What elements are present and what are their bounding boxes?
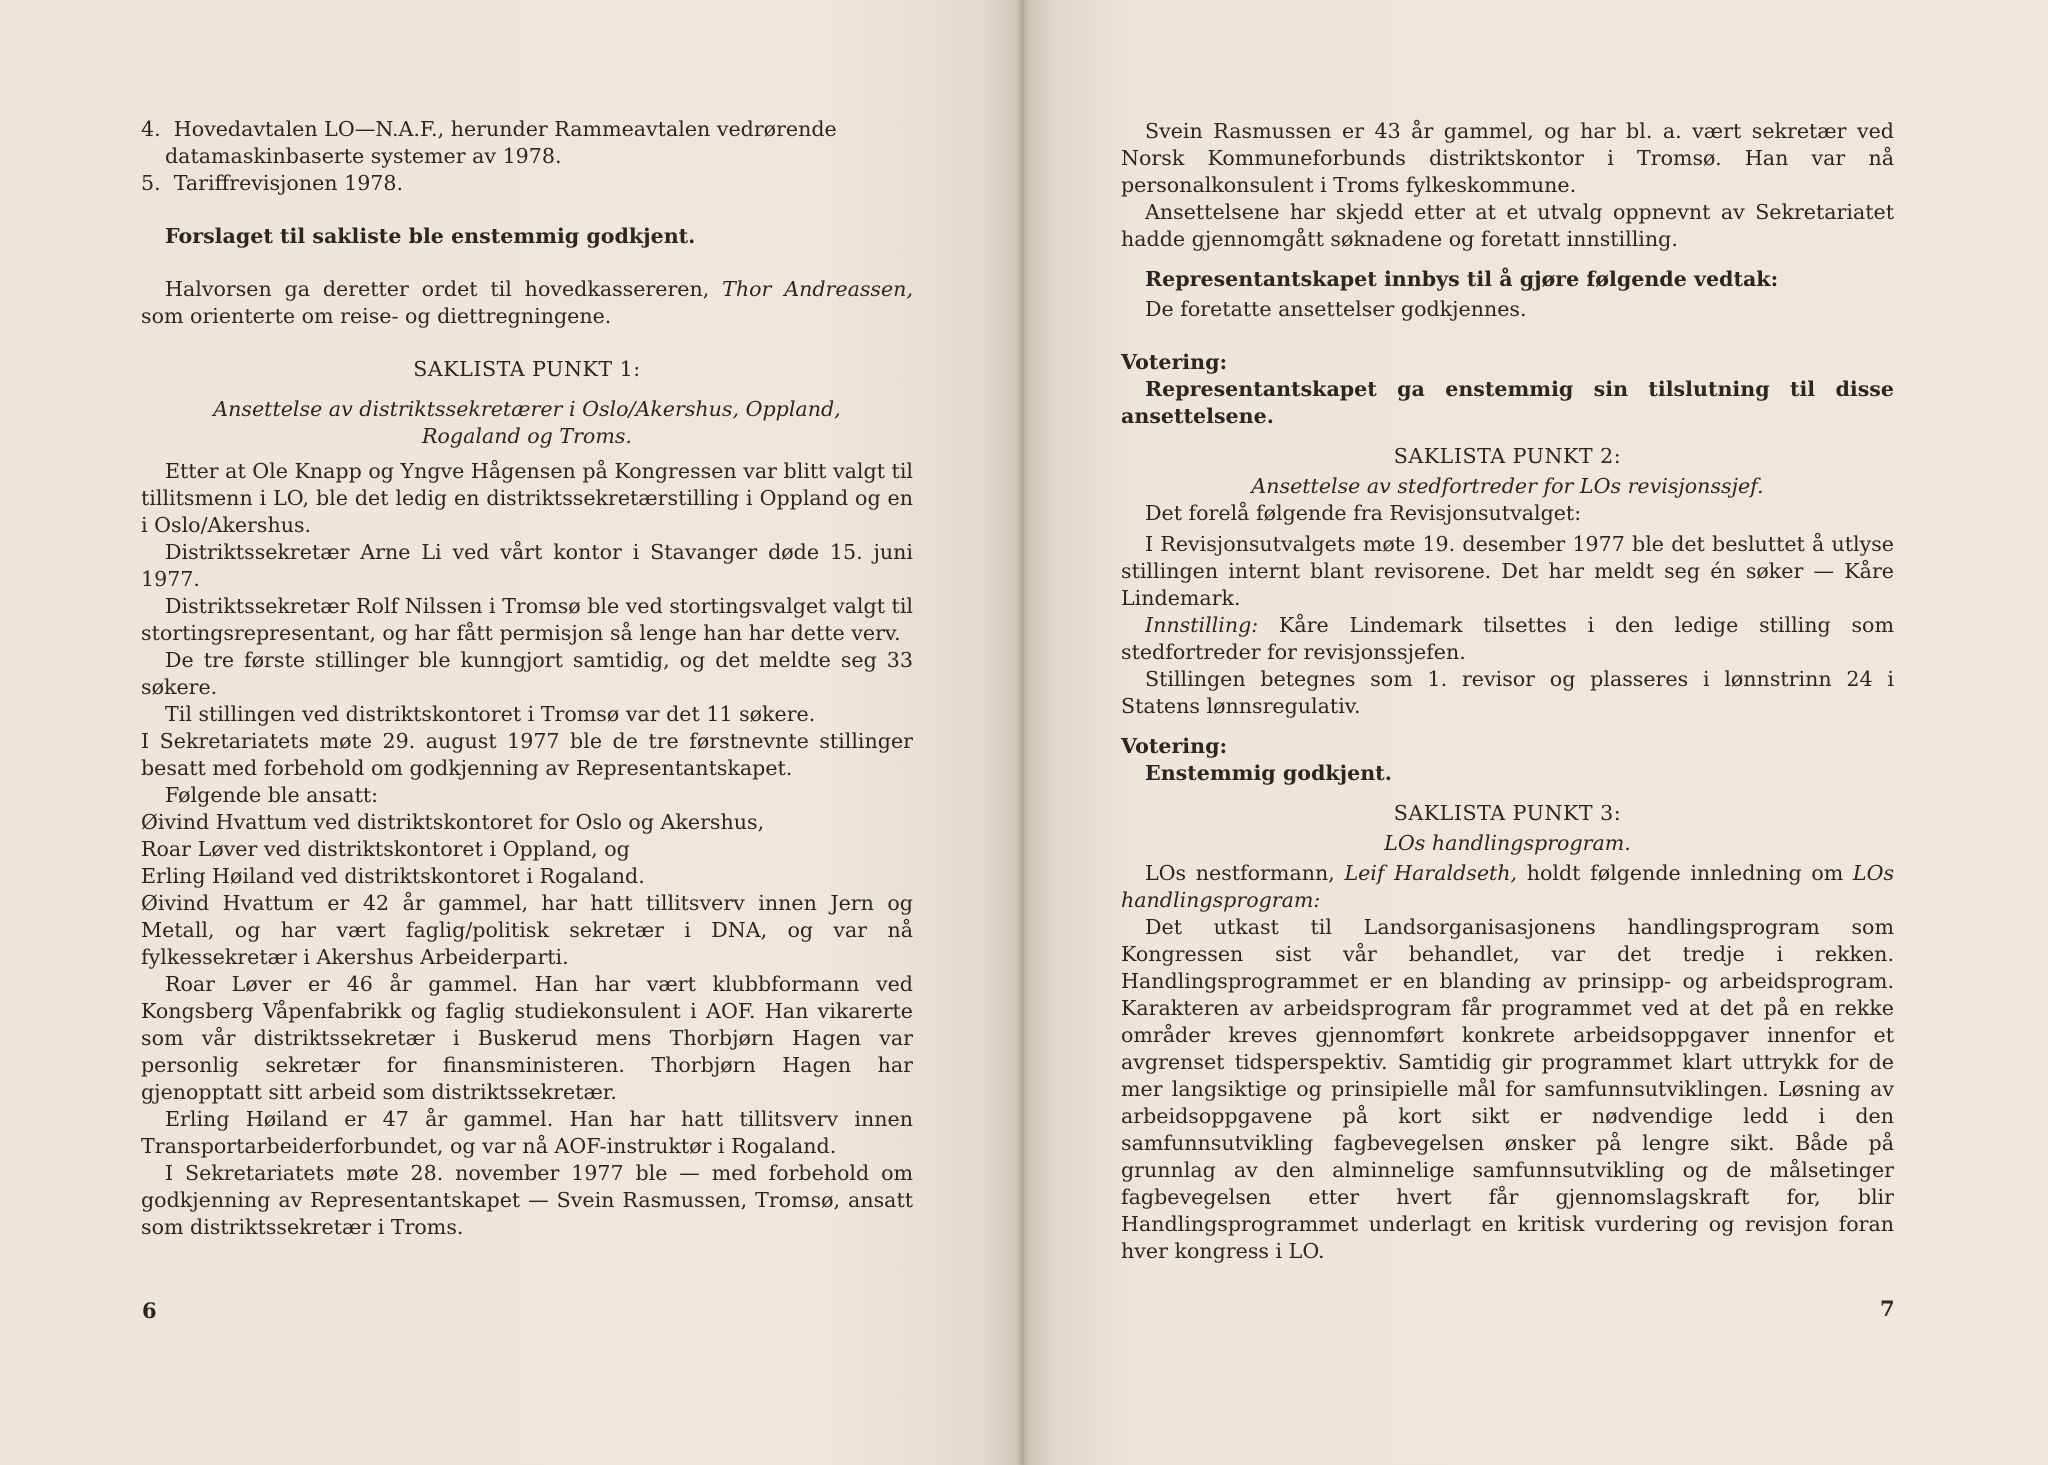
paragraph: Roar Løver ved distriktskontoret i Oppland, og: [141, 837, 630, 861]
resolution-heading: Representantskapet innbys til å gjøre følgende vedtak:: [1145, 267, 1779, 291]
page-number-right: 7: [1880, 1296, 1895, 1321]
paragraph: Øivind Hvattum ved distriktskontoret for Oslo og Akershus,: [141, 810, 765, 834]
paragraph: Erling Høiland ved distriktskontoret i Rogaland.: [141, 864, 645, 888]
list-item: 5. Tariffrevisjonen 1978.: [141, 171, 404, 195]
agenda-approved: Forslaget til sakliste ble enstemmig godkjent.: [165, 224, 696, 248]
section-subheading: Ansettelse av distriktssekretærer i Oslo/Akershus, Oppland,: [213, 397, 841, 421]
page-number-left: 6: [142, 1298, 157, 1323]
section-heading: SAKLISTA PUNKT 3:: [1393, 801, 1622, 825]
paragraph-innstilling: Innstilling: Kåre Lindemark tilsettes i den ledige stilling som stedfortreder for revisjonssjefen.: [1121, 613, 1894, 664]
paragraph: Roar Løver er 46 år gammel. Han har vært klubbformann ved Kongsberg Våpenfabrikk og faglig studiekonsulent i AOF. Han vikarerte som vår distriktssekretær i Buskerud mens Thorbjørn Hagen var personlig sekretær for finansministeren. Thorbjørn Hagen har gjenopptatt sitt arbeid som distriktssekretær.: [141, 972, 913, 1104]
agenda-list: [141, 116, 913, 197]
paragraph: Stillingen betegnes som 1. revisor og plasseres i lønnstrinn 24 i Statens lønnsregulativ.: [1121, 667, 1894, 718]
voting-result: Enstemmig godkjent.: [1145, 761, 1392, 785]
paragraph: Øivind Hvattum er 42 år gammel, har hatt tillitsverv innen Jern og Metall, og har vært faglig/politisk sekretær i DNA, og var nå fylkessekretær i Akershus Arbeiderparti.: [141, 891, 913, 969]
paragraph: I Sekretariatets møte 29. august 1977 ble de tre førstnevnte stillinger besatt med forbehold om godkjenning av Representantskapet.: [141, 729, 913, 780]
paragraph: Etter at Ole Knapp og Yngve Hågensen på Kongressen var blitt valgt til tillitsmenn i LO, ble det ledig en distriktssekretærstilling i Oppland og en i Oslo/Akershus.: [141, 459, 913, 537]
person-name: Leif Haraldseth,: [1344, 861, 1518, 885]
list-item: datamaskinbaserte systemer av 1978.: [165, 144, 562, 168]
list-item: 4. Hovedavtalen LO—N.A.F., herunder Rammeavtalen vedrørende: [141, 117, 837, 141]
section-subheading: LOs handlingsprogram.: [1384, 831, 1631, 855]
paragraph-nestformann: LOs nestformann, Leif Haraldseth, holdt følgende innledning om LOs handlingsprogram:: [1121, 861, 1895, 912]
book-gutter: [1016, 0, 1028, 1465]
right-text-column: [1121, 118, 1894, 1265]
voting-label: Votering:: [1121, 734, 1228, 758]
paragraph: Distriktssekretær Rolf Nilssen i Tromsø ble ved stortingsvalget valgt til stortingsrepresentant, og har fått permisjon så lenge han har dette verv.: [141, 594, 913, 645]
paragraph: De tre første stillinger ble kunngjort samtidig, og det meldte seg 33 søkere.: [141, 648, 913, 699]
paragraph: Det forelå følgende fra Revisjonsutvalget:: [1145, 501, 1582, 525]
section-heading: SAKLISTA PUNKT 1:: [413, 357, 641, 381]
paragraph: I Revisjonsutvalgets møte 19. desember 1977 ble det besluttet å utlyse stillingen internt blant revisorene. Det har meldt seg én søker — Kåre Lindemark.: [1121, 532, 1894, 610]
paragraph: De foretatte ansettelser godkjennes.: [1145, 297, 1527, 321]
paragraph: Erling Høiland er 47 år gammel. Han har hatt tillitsverv innen Transportarbeiderforbundet, og var nå AOF-instruktør i Rogaland.: [141, 1107, 913, 1158]
section-subheading: Rogaland og Troms.: [422, 424, 632, 448]
paragraph: Svein Rasmussen er 43 år gammel, og har bl. a. vært sekretær ved Norsk Kommuneforbunds distriktskontor i Tromsø. Han var nå personalkonsulent i Troms fylkeskommune.: [1121, 119, 1894, 197]
person-name: Thor Andreassen,: [722, 277, 913, 301]
paragraph: Til stillingen ved distriktskontoret i Tromsø var det 11 søkere.: [165, 702, 816, 726]
paragraph-halvorsen: Halvorsen ga deretter ordet til hovedkassereren, Thor Andreassen, som orienterte om reise- og diettregningene.: [141, 277, 913, 328]
paragraph: Distriktssekretær Arne Li ved vårt kontor i Stavanger døde 15. juni 1977.: [141, 540, 913, 591]
paragraph: Ansettelsene har skjedd etter at et utvalg oppnevnt av Sekretariatet hadde gjennomgått søknadene og foretatt innstilling.: [1121, 200, 1894, 251]
section-subheading: Ansettelse av stedfortreder for LOs revisjonssjef.: [1251, 474, 1764, 498]
paragraph: Følgende ble ansatt:: [165, 783, 379, 807]
left-text-column: [141, 116, 913, 1241]
section-heading: SAKLISTA PUNKT 2:: [1393, 444, 1622, 468]
paragraph: I Sekretariatets møte 28. november 1977 ble — med forbehold om godkjenning av Representantskapet — Svein Rasmussen, Tromsø, ansatt som distriktssekretær i Troms.: [141, 1161, 913, 1239]
paragraph: Det utkast til Landsorganisasjonens handlingsprogram som Kongressen sist vår behandlet, var det tredje i rekken. Handlingsprogrammet er en blanding av prinsipp- og arbeidsprogram. Karakteren av arbeidsprogram får programmet ved at det på en rekke områder kreves gjennomført konkrete arbeidsoppgaver innenfor et avgrenset tidsperspektiv. Samtidig gir programmet klart uttrykk for de mer langsiktige og prinsipielle mål for samfunnsutviklingen. Løsning av arbeidsoppgavene på kort sikt er nødvendige ledd i den samfunnsutvikling fagbevegelsen ønsker på lengre sikt. Både på grunnlag av den alminnelige samfunnsutvikling og de målsetinger fagbevegelsen etter hvert får gjennomslagskraft for, blir Handlingsprogrammet underlagt en kritisk vurdering og revisjon foran hver kongress i LO.: [1121, 915, 1894, 1263]
voting-result: Representantskapet ga enstemmig sin tilslutning til disse ansettelsene.: [1121, 377, 1894, 428]
voting-label: Votering:: [1121, 350, 1228, 374]
